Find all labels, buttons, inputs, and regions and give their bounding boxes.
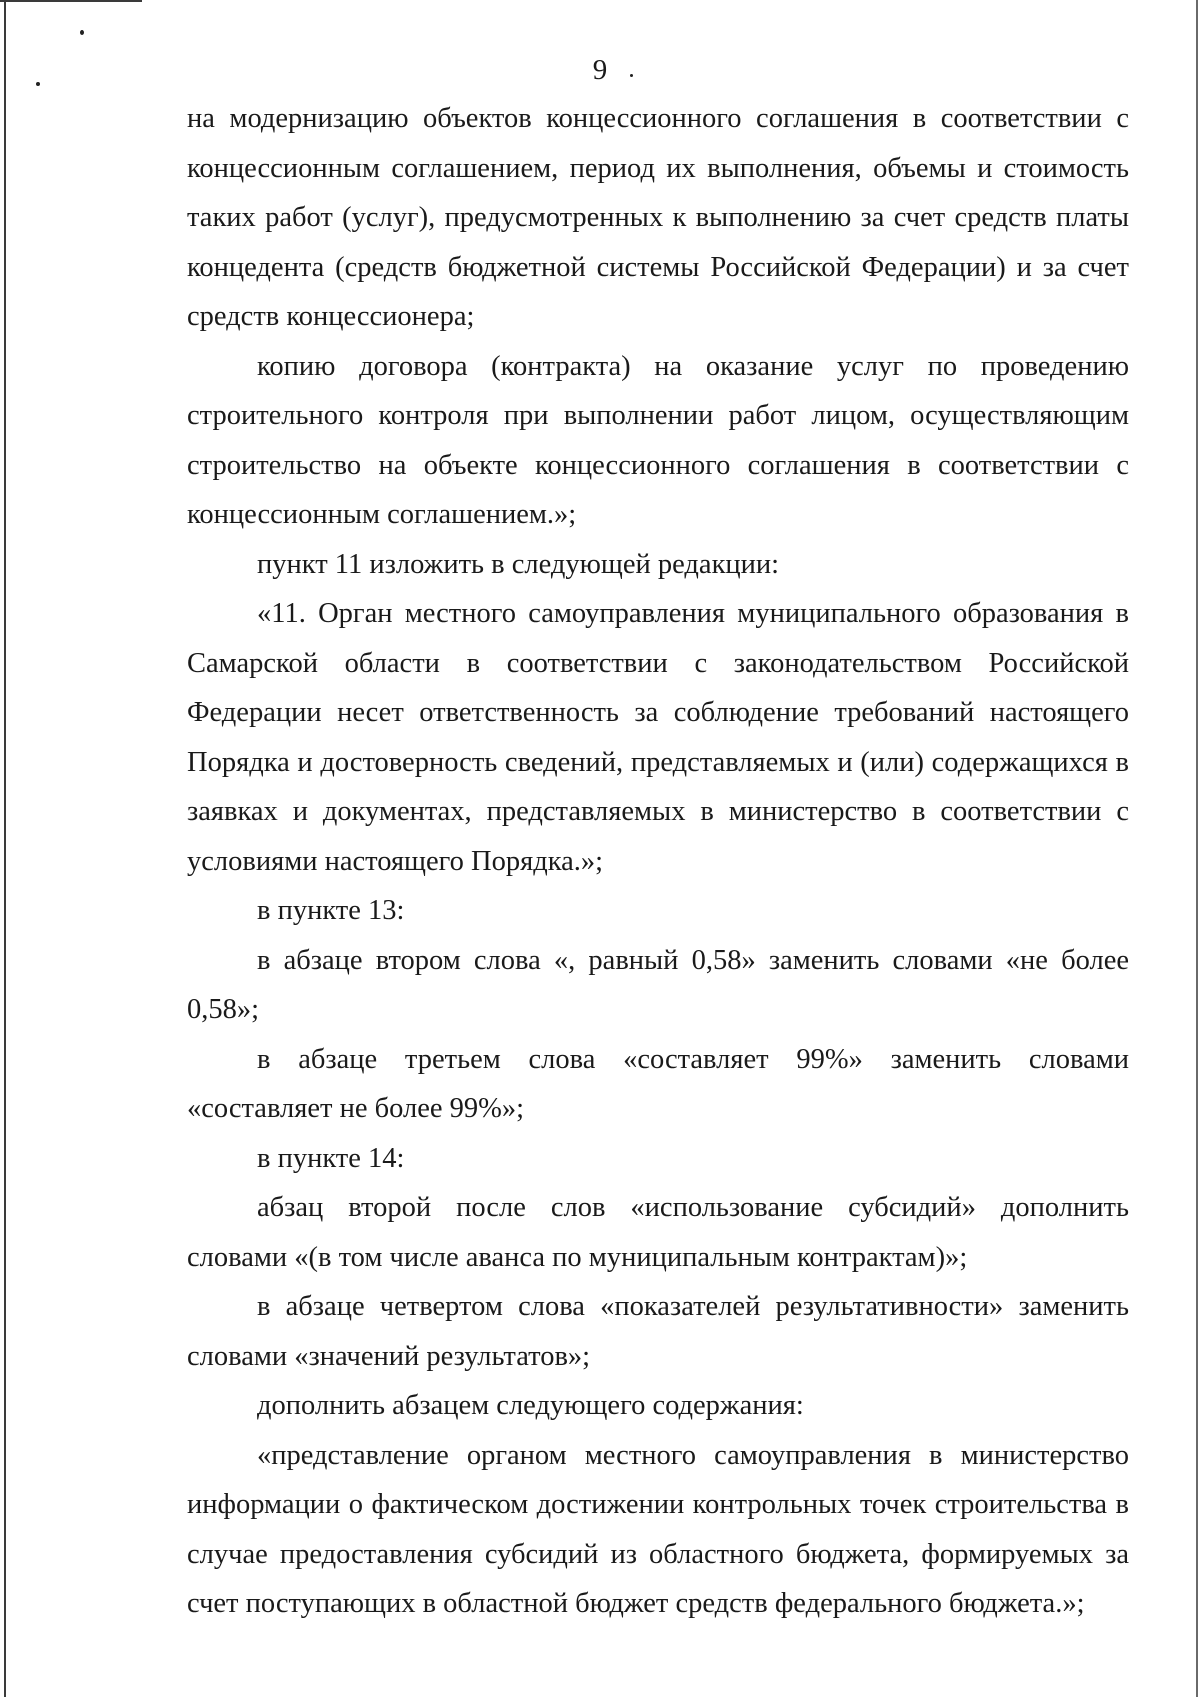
paragraph: копию договора (контракта) на оказание услуг по проведению строительного контроля при выполнении работ лицом, осуществляющим строительство на объекте концессионного соглашения в соответствии с концессионным соглашением.»; [187,350,1129,530]
scan-speck [80,30,84,35]
scan-edge-right [1196,0,1198,1697]
paragraph: дополнить абзацем следующего содержания: [257,1390,804,1421]
paragraph: на модернизацию объектов концессионного соглашения в соответствии с концессионным соглашением, период их выполнения, объемы и стоимость таких работ (услуг), предусмотренных к выполнению за счет средств платы концедента (средств бюджетной системы Российской Федерации) и за счет средств концессионера; [187,103,1129,332]
paragraph: абзац второй после слов «использование субсидий» дополнить словами «(в том числе аванса по муниципальным контрактам)»; [187,1192,1129,1273]
paragraph: в абзаце втором слова «, равный 0,58» заменить словами «не более 0,58»; [187,944,1129,1025]
paragraph: в абзаце третьем слова «составляет 99%» заменить словами «составляет не более 99%»; [187,1043,1129,1124]
scan-edge-top [0,0,142,2]
paragraph: «представление органом местного самоуправления в министерство информации о фактическом достижении контрольных точек строительства в случае предоставления субсидий из областного бюджета, формируемых за счет поступающих в областной бюджет средств федерального бюджета.»; [187,1439,1129,1619]
paragraph: в пункте 14: [257,1142,405,1174]
paragraph: в пункте 13: [257,895,405,926]
paragraph: пункт 11 изложить в следующей редакции: [257,548,780,580]
page-number: 9 [592,54,608,86]
document-body [187,94,1129,1629]
paragraph: в абзаце четвертом слова «показателей результативности» заменить словами «значений результатов»; [187,1291,1129,1372]
paragraph: «11. Орган местного самоуправления муниципального образования в Самарской области в соответствии с законодательством Российской Федерации несет ответственность за соблюдение требований настоящего Порядка и достоверность сведений, представляемых и (или) содержащихся в заявках и документах, представляемых в министерство в соответствии с условиями настоящего Порядка.»; [187,598,1129,877]
scan-edge-left [4,0,6,1697]
